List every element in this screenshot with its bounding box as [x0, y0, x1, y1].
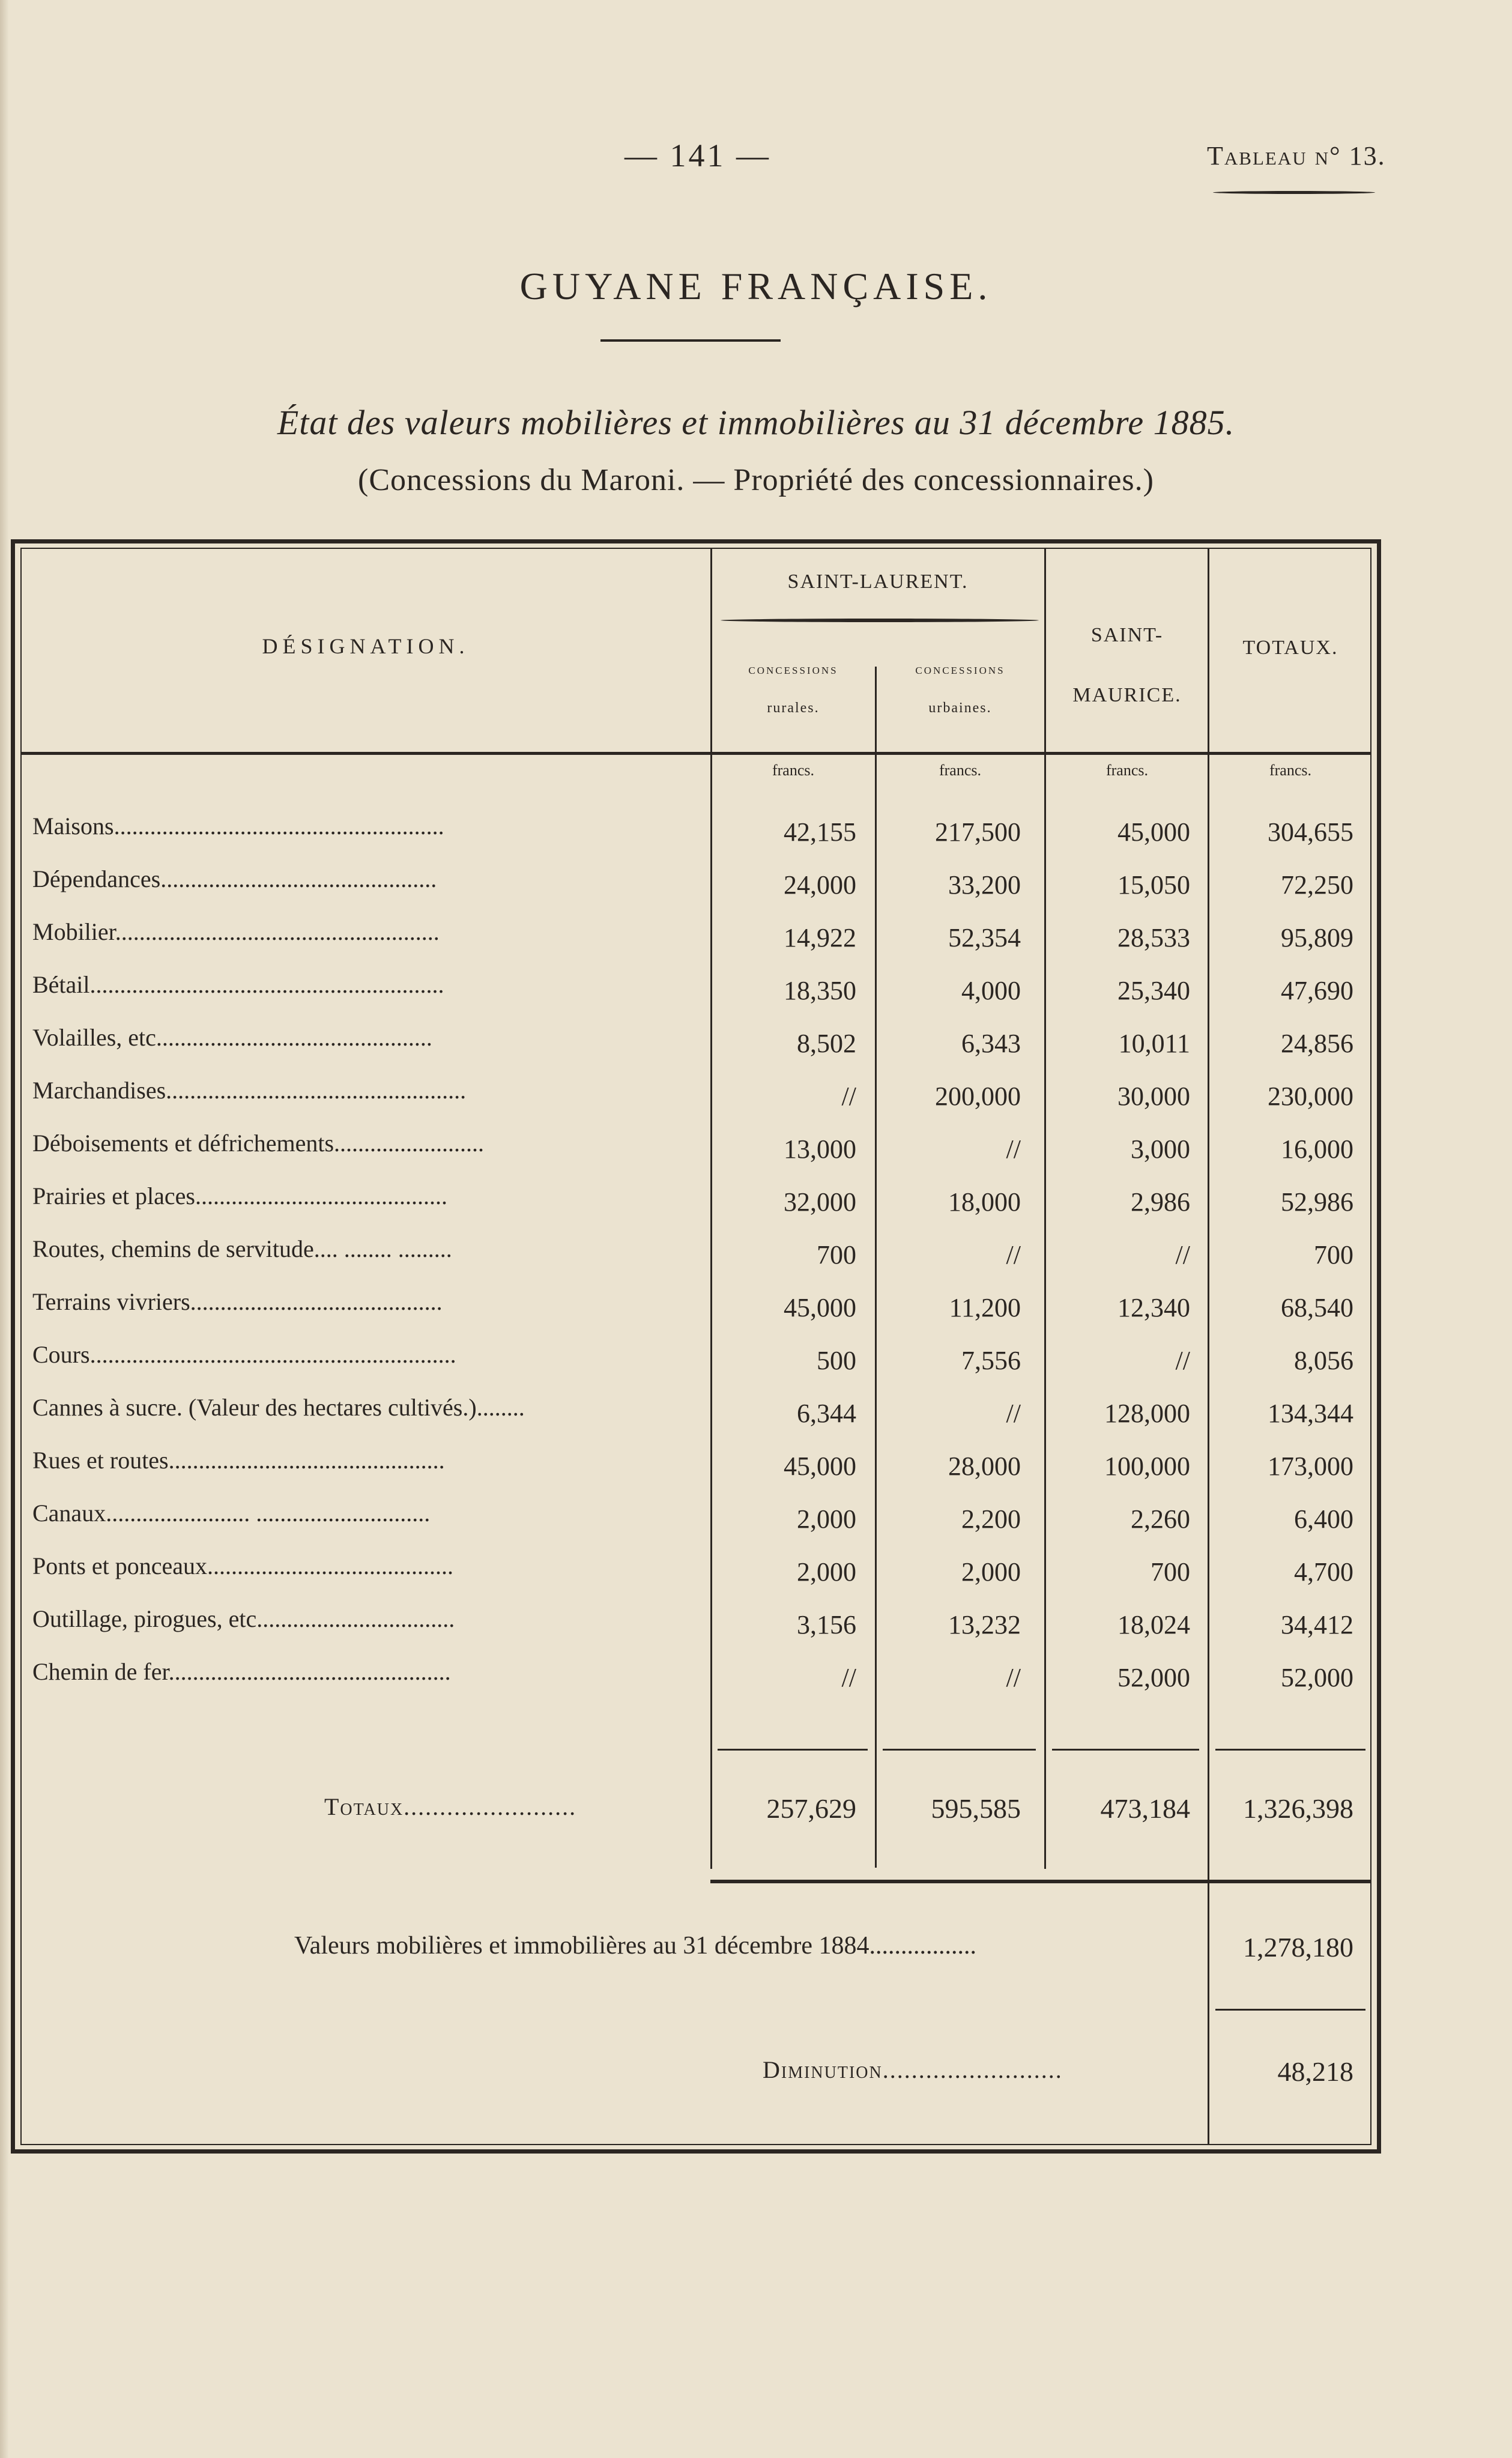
- cell-saint-maurice: 12,340: [1117, 1293, 1190, 1322]
- value-rule: [1215, 2009, 1365, 2011]
- page-edge: [0, 0, 8, 2458]
- cell-totaux: 52,986: [1281, 1187, 1353, 1217]
- cell-concessions-rurales: 500: [817, 1346, 856, 1375]
- cell-saint-maurice: 18,024: [1117, 1610, 1190, 1639]
- cell-saint-maurice: 3,000: [1131, 1134, 1190, 1164]
- row-label: Bétail...........................................................: [32, 971, 444, 998]
- cell-totaux: 134,344: [1268, 1399, 1353, 1428]
- cell-concessions-urbaines: 6,343: [961, 1029, 1021, 1058]
- cell-concessions-rurales: 45,000: [784, 1451, 856, 1481]
- cell-concessions-rurales: 24,000: [784, 870, 856, 900]
- document-subtitle: État des valeurs mobilières et immobilières au 31 décembre 1885.: [277, 403, 1235, 442]
- row-label: Outillage, pirogues, etc.................................: [32, 1605, 455, 1632]
- header-saint-laurent: SAINT-LAURENT.: [787, 571, 969, 593]
- cell-saint-maurice: 700: [1151, 1557, 1190, 1587]
- cell-saint-maurice: 52,000: [1117, 1663, 1190, 1692]
- cell-totaux: 230,000: [1268, 1082, 1353, 1111]
- total-concessions-urbaines: 595,585: [931, 1793, 1021, 1824]
- cell-saint-maurice: 100,000: [1104, 1451, 1190, 1481]
- header-concessions-rurales-line1: concessions: [748, 662, 838, 677]
- cell-concessions-rurales: 18,350: [784, 976, 856, 1005]
- cell-concessions-urbaines: 200,000: [935, 1082, 1021, 1111]
- diminution-value: 48,218: [1277, 2056, 1353, 2087]
- cell-concessions-urbaines: 28,000: [948, 1451, 1021, 1481]
- cell-totaux: 16,000: [1281, 1134, 1353, 1164]
- cell-concessions-rurales: 2,000: [797, 1504, 856, 1534]
- header-concessions-urbaines-line2: urbaines.: [928, 700, 992, 716]
- cell-totaux: 304,655: [1268, 817, 1353, 847]
- cell-concessions-urbaines: 13,232: [948, 1610, 1021, 1639]
- row-label: Routes, chemins de servitude.... ........ .........: [32, 1235, 452, 1262]
- totals-label: Totaux........................: [324, 1793, 577, 1820]
- header-rule: [20, 752, 1371, 755]
- cell-saint-maurice: 15,050: [1117, 870, 1190, 900]
- cell-totaux: 6,400: [1294, 1504, 1353, 1534]
- unit-label: francs.: [1269, 761, 1311, 779]
- cell-saint-maurice: 2,260: [1131, 1504, 1190, 1534]
- header-concessions-urbaines: [877, 650, 1044, 727]
- cell-concessions-rurales: 6,344: [797, 1399, 856, 1428]
- cell-saint-maurice: //: [1175, 1346, 1190, 1375]
- diminution-label: Diminution.........................: [763, 2056, 1063, 2083]
- total-saint-maurice: 473,184: [1100, 1793, 1190, 1824]
- grand-total: 1,326,398: [1243, 1793, 1353, 1824]
- cell-concessions-urbaines: 7,556: [961, 1346, 1021, 1375]
- row-label: Maisons.......................................................: [32, 813, 444, 840]
- row-label: Cours.............................................................: [32, 1341, 456, 1368]
- cell-totaux: 68,540: [1281, 1293, 1353, 1322]
- cell-saint-maurice: 2,986: [1131, 1187, 1190, 1217]
- row-label: Prairies et places..........................................: [32, 1182, 447, 1209]
- cell-totaux: 95,809: [1281, 923, 1353, 952]
- totals-bottom-rule: [710, 1880, 1371, 1883]
- tableau-number: Tableau n° 13.: [1207, 141, 1386, 171]
- cell-saint-maurice: 30,000: [1117, 1082, 1190, 1111]
- cell-concessions-urbaines: //: [1006, 1134, 1021, 1164]
- cell-concessions-urbaines: //: [1006, 1399, 1021, 1428]
- header-concessions-rurales: [712, 650, 874, 727]
- row-label: Ponts et ponceaux.........................................: [32, 1552, 454, 1579]
- cell-saint-maurice: 25,340: [1117, 976, 1190, 1005]
- cell-totaux: 34,412: [1281, 1610, 1353, 1639]
- total-concessions-rurales: 257,629: [766, 1793, 856, 1824]
- cell-totaux: 700: [1314, 1240, 1353, 1270]
- page-number: — 141 —: [624, 138, 771, 174]
- total-rule: [1052, 1749, 1199, 1751]
- cell-saint-maurice: 128,000: [1104, 1399, 1190, 1428]
- row-label: Terrains vivriers..........................................: [32, 1288, 443, 1315]
- row-label: Dépendances..............................................: [32, 865, 437, 892]
- cell-concessions-rurales: 14,922: [784, 923, 856, 952]
- cell-saint-maurice: 45,000: [1117, 817, 1190, 847]
- cell-totaux: 173,000: [1268, 1451, 1353, 1481]
- cell-totaux: 4,700: [1294, 1557, 1353, 1587]
- total-rule: [718, 1749, 868, 1751]
- cell-concessions-rurales: 42,155: [784, 817, 856, 847]
- row-label: Canaux........................ .............................: [32, 1500, 431, 1527]
- cell-concessions-rurales: 13,000: [784, 1134, 856, 1164]
- header-designation: DÉSIGNATION.: [262, 634, 470, 658]
- cell-totaux: 8,056: [1294, 1346, 1353, 1375]
- cell-concessions-urbaines: 11,200: [949, 1293, 1021, 1322]
- cell-saint-maurice: 10,011: [1118, 1029, 1190, 1058]
- cell-concessions-rurales: //: [841, 1082, 856, 1111]
- row-label: Cannes à sucre. (Valeur des hectares cultivés.)........: [32, 1394, 525, 1421]
- cell-concessions-urbaines: 4,000: [961, 976, 1021, 1005]
- header-saint-maurice: [1046, 605, 1208, 725]
- cell-saint-maurice: //: [1175, 1240, 1190, 1270]
- header-concessions-urbaines-line1: concessions: [915, 662, 1005, 677]
- cell-saint-maurice: 28,533: [1117, 923, 1190, 952]
- cell-concessions-rurales: //: [841, 1663, 856, 1692]
- unit-label: francs.: [1105, 761, 1148, 779]
- row-label: Mobilier......................................................: [32, 918, 440, 945]
- previous-year-label: Valeurs mobilières et immobilières au 31 décembre 1884.................: [294, 1932, 977, 1960]
- row-label: Chemin de fer...............................................: [32, 1658, 451, 1685]
- header-totaux: TOTAUX.: [1242, 637, 1338, 659]
- cell-concessions-urbaines: //: [1006, 1240, 1021, 1270]
- previous-year-value: 1,278,180: [1243, 1932, 1353, 1963]
- cell-concessions-urbaines: 33,200: [948, 870, 1021, 900]
- header-saint-maurice-line2: MAURICE.: [1072, 684, 1182, 706]
- cell-totaux: 24,856: [1281, 1029, 1353, 1058]
- cell-concessions-urbaines: 2,000: [961, 1557, 1021, 1587]
- header-saint-maurice-line1: SAINT-: [1090, 624, 1164, 646]
- title-rule: [600, 339, 781, 342]
- tableau-underline: [1213, 191, 1375, 194]
- cell-concessions-rurales: 700: [817, 1240, 856, 1270]
- cell-concessions-urbaines: 18,000: [948, 1187, 1021, 1217]
- cell-concessions-urbaines: //: [1006, 1663, 1021, 1692]
- cell-concessions-urbaines: 217,500: [935, 817, 1021, 847]
- row-label: Déboisements et défrichements.........................: [32, 1130, 485, 1157]
- cell-totaux: 52,000: [1281, 1663, 1353, 1692]
- total-rule: [1215, 1749, 1365, 1751]
- saint-laurent-brace: [721, 619, 1039, 622]
- unit-label: francs.: [939, 761, 981, 779]
- cell-concessions-rurales: 8,502: [797, 1029, 856, 1058]
- cell-concessions-rurales: 45,000: [784, 1293, 856, 1322]
- document-subtitle-note: (Concessions du Maroni. — Propriété des concessionnaires.): [358, 463, 1154, 497]
- cell-concessions-urbaines: 52,354: [948, 923, 1021, 952]
- header-concessions-rurales-line2: rurales.: [767, 700, 820, 716]
- unit-label: francs.: [772, 761, 814, 779]
- cell-totaux: 47,690: [1281, 976, 1353, 1005]
- row-label: Rues et routes..............................................: [32, 1447, 445, 1474]
- row-label: Volailles, etc..............................................: [32, 1024, 432, 1051]
- row-label: Marchandises..................................................: [32, 1077, 467, 1104]
- document-title: GUYANE FRANÇAISE.: [519, 265, 993, 307]
- cell-concessions-urbaines: 2,200: [961, 1504, 1021, 1534]
- cell-concessions-rurales: 2,000: [797, 1557, 856, 1587]
- cell-concessions-rurales: 32,000: [784, 1187, 856, 1217]
- cell-totaux: 72,250: [1281, 870, 1353, 900]
- total-rule: [883, 1749, 1036, 1751]
- cell-concessions-rurales: 3,156: [797, 1610, 856, 1639]
